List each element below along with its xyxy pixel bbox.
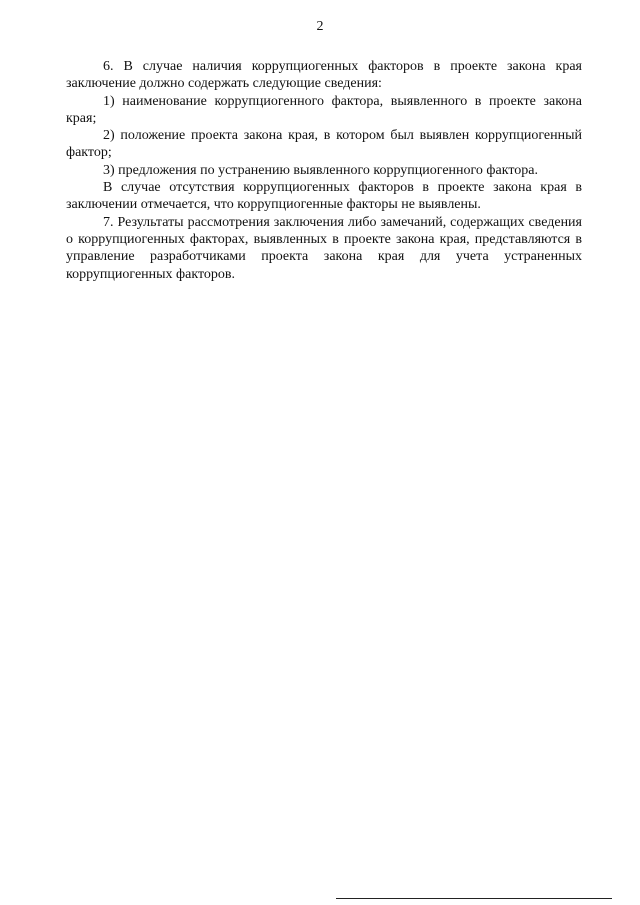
bottom-rule-line xyxy=(336,898,612,899)
paragraph-subitem-2: 2) положение проекта закона края, в котором был выявлен коррупциогенный фактор; xyxy=(66,128,582,161)
paragraph-subitem-1: 1) наименование коррупциогенного фактора, выявленного в проекте закона края; xyxy=(66,93,582,126)
paragraph-item-7: 7. Результаты рассмотрения заключения либо замечаний, содержащих сведения о коррупциогенных факторах, выявленных в проекте закона края, представляются в управление разработчиками проекта закона края для учета устраненных коррупциогенных факторов. xyxy=(66,214,582,282)
paragraph-no-factors: В случае отсутствия коррупциогенных факторов в проекте закона края в заключении отмечается, что коррупциогенные факторы не выявлены. xyxy=(66,180,582,213)
paragraph-subitem-3: 3) предложения по устранению выявленного коррупциогенного фактора. xyxy=(103,162,538,178)
page-number: 2 xyxy=(316,19,324,34)
document-body xyxy=(66,58,582,283)
paragraph-item-6: 6. В случае наличия коррупциогенных факторов в проекте закона края заключение должно содержать следующие сведения: xyxy=(66,59,582,92)
